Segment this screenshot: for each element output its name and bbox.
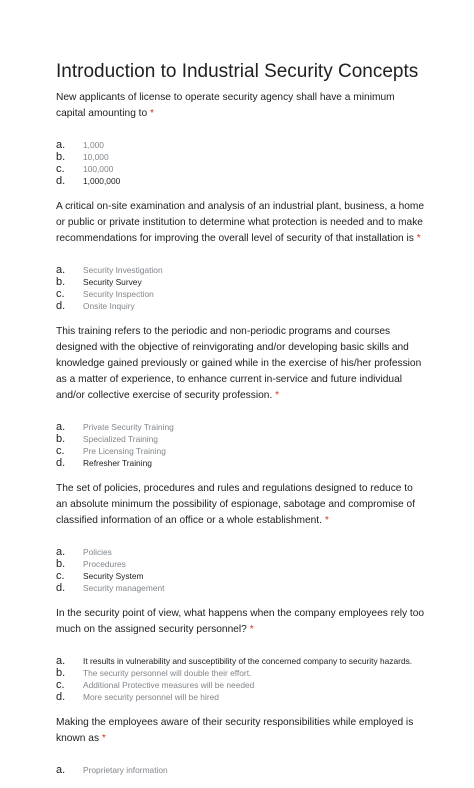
option-item — [56, 264, 426, 276]
question-prompt: This training refers to the periodic and non-periodic programs and courses designed with the objective of reinvigorating and/or developing basic skills and knowledge gained previously or gained while in the exercise of his/her profession as a matter of experience, to enhance current in-service and future individual and/or collective exercise of security profession. — [56, 326, 422, 401]
option-list — [56, 764, 426, 776]
option-item — [56, 433, 426, 445]
option-letter: c. — [56, 570, 65, 582]
question-block — [56, 199, 426, 312]
option-list — [56, 264, 426, 312]
option-letter: c. — [56, 679, 65, 691]
option-text: Policies — [83, 547, 112, 557]
option-text-selected: Security Survey — [83, 277, 142, 287]
option-text: Proprietary information — [83, 765, 168, 775]
option-item — [56, 691, 426, 703]
option-item — [56, 546, 426, 558]
question-block — [56, 606, 426, 703]
required-asterisk: * — [249, 624, 254, 635]
question-text — [56, 199, 426, 247]
option-letter: c. — [56, 445, 65, 457]
question-text — [56, 715, 426, 747]
required-asterisk: * — [101, 733, 106, 744]
question-block — [56, 90, 426, 187]
option-text: Onsite Inquiry — [83, 301, 135, 311]
option-letter: c. — [56, 163, 65, 175]
question-prompt: The set of policies, procedures and rules and regulations designed to reduce to an absolute minimum the possibility of espionage, sabotage and compromise of classified information of an office or a whole establishment. — [56, 483, 416, 526]
question-prompt: Making the employees aware of their security responsibilities while employed is known as — [56, 717, 414, 744]
option-letter: d. — [56, 691, 66, 703]
option-item — [56, 288, 426, 300]
option-text: More security personnel will be hired — [83, 692, 219, 702]
option-letter: b. — [56, 558, 66, 570]
option-item — [56, 667, 426, 679]
option-letter: d. — [56, 457, 66, 469]
option-letter: a. — [56, 139, 66, 151]
question-text — [56, 606, 426, 638]
option-list — [56, 546, 426, 594]
option-text: Additional Protective measures will be needed — [83, 680, 255, 690]
option-letter: b. — [56, 151, 66, 163]
option-letter: a. — [56, 764, 66, 776]
option-text: 1,000 — [83, 140, 104, 150]
question-block — [56, 481, 426, 594]
option-text: Specialized Training — [83, 434, 158, 444]
option-letter: d. — [56, 582, 66, 594]
option-item — [56, 421, 426, 433]
option-text-selected: Security System — [83, 571, 144, 581]
page-title: Introduction to Industrial Security Concepts — [56, 61, 419, 82]
option-text: Private Security Training — [83, 422, 174, 432]
option-item — [56, 558, 426, 570]
option-text: Security management — [83, 583, 165, 593]
option-text: Security Inspection — [83, 289, 154, 299]
required-asterisk: * — [150, 108, 154, 119]
required-asterisk: * — [324, 515, 329, 526]
option-text: Security Investigation — [83, 265, 163, 275]
option-item — [56, 300, 426, 312]
option-letter: a. — [56, 655, 66, 667]
option-letter: a. — [56, 421, 66, 433]
option-item — [56, 175, 426, 187]
option-letter: a. — [56, 264, 66, 276]
option-text: Pre Licensing Training — [83, 446, 166, 456]
option-letter: d. — [56, 175, 66, 187]
option-text: The security personnel will double their effort. — [83, 668, 252, 678]
question-block — [56, 715, 426, 776]
question-block — [56, 324, 426, 469]
option-text-selected: 1,000,000 — [83, 176, 121, 186]
document-page — [56, 60, 426, 788]
option-item — [56, 764, 426, 776]
required-asterisk: * — [416, 233, 421, 244]
question-list — [56, 90, 426, 776]
option-list — [56, 139, 426, 187]
option-item — [56, 276, 426, 288]
option-item — [56, 582, 426, 594]
option-letter: d. — [56, 300, 66, 312]
option-list — [56, 421, 426, 469]
required-asterisk: * — [275, 390, 280, 401]
question-text — [56, 481, 426, 529]
question-prompt: New applicants of license to operate security agency shall have a minimum capital amounting to — [56, 92, 395, 119]
option-item — [56, 445, 426, 457]
question-text — [56, 324, 426, 404]
option-text-selected: Refresher Training — [83, 458, 152, 468]
option-item — [56, 163, 426, 175]
option-letter: b. — [56, 433, 66, 445]
option-letter: b. — [56, 276, 66, 288]
option-letter: c. — [56, 288, 65, 300]
option-text: 10,000 — [83, 152, 109, 162]
option-text: 100,000 — [83, 164, 114, 174]
question-prompt: A critical on-site examination and analysis of an industrial plant, business, a home or public or private institution to determine what protection is needed and to make recommendations for improving the overall level of security of that installation is — [56, 201, 425, 244]
option-item — [56, 139, 426, 151]
question-prompt: In the security point of view, what happens when the company employees rely too much on the assigned security personnel? — [56, 608, 425, 635]
option-list — [56, 655, 426, 703]
option-letter: a. — [56, 546, 66, 558]
option-text-selected: It results in vulnerability and susceptibility of the concerned company to security hazards. — [83, 656, 413, 666]
option-item — [56, 570, 426, 582]
option-item — [56, 679, 426, 691]
question-text — [56, 90, 426, 122]
option-item — [56, 655, 426, 667]
option-item — [56, 151, 426, 163]
option-item — [56, 457, 426, 469]
option-text: Procedures — [83, 559, 126, 569]
option-letter: b. — [56, 667, 66, 679]
